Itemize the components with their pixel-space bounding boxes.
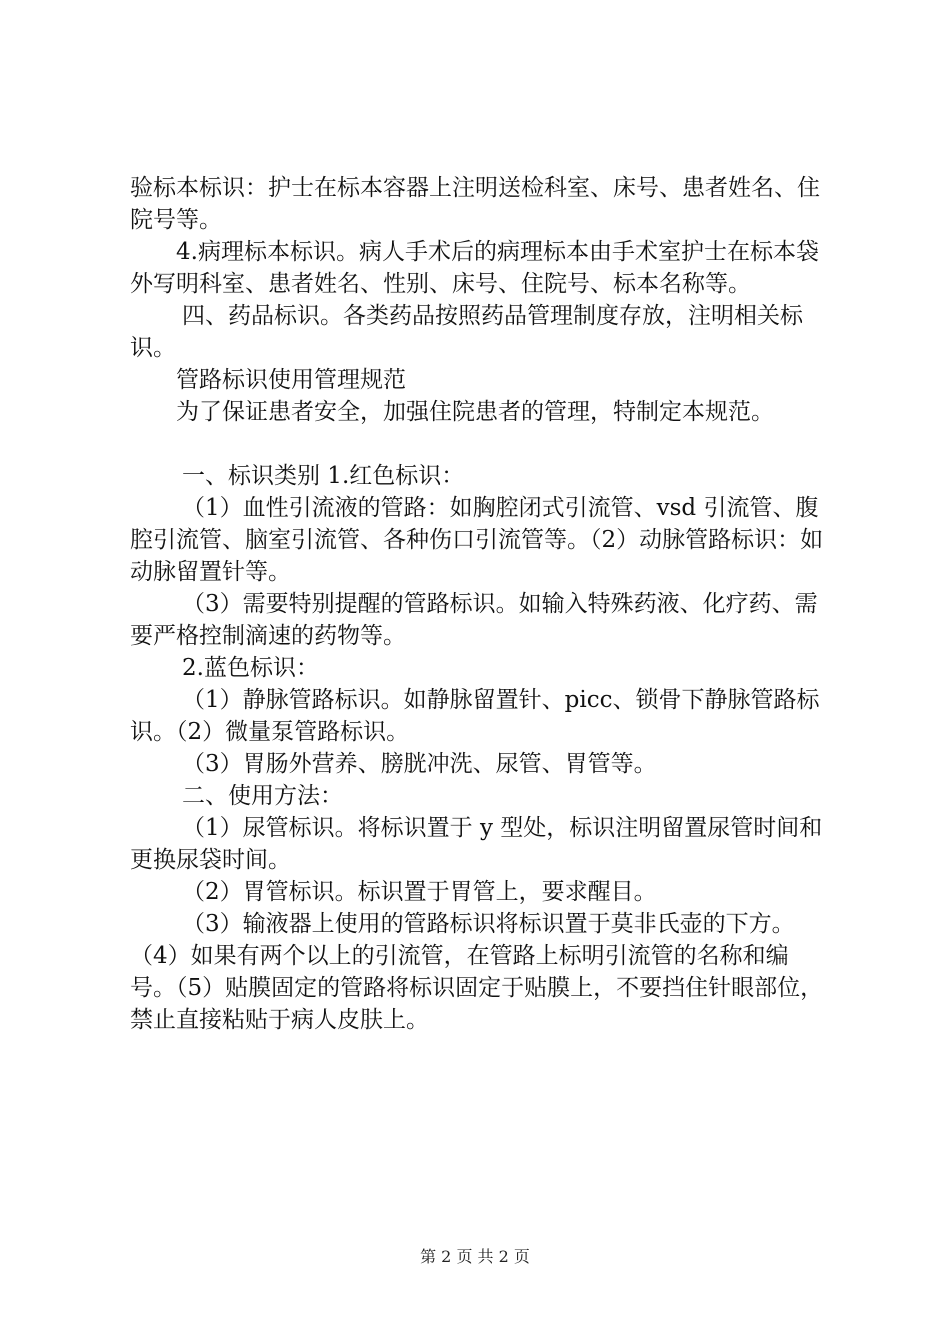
paragraph-blue-item-1: （1）静脉管路标识。如静脉留置针、picc、锁骨下静脉管路标识。（2）微量泵管路标识。 (130, 687, 820, 745)
paragraph-specimen-label: 验标本标识：护士在标本容器上注明送检科室、床号、患者姓名、住院号等。 (130, 175, 820, 233)
paragraph-blue-item-3: （3）胃肠外营养、膀胱冲洗、尿管、胃管等。 (182, 751, 657, 777)
paragraph-usage-3: （3）输液器上使用的管路标识将标识置于莫非氏壶的下方。（4）如果有两个以上的引流管，在管路上标明引流管的名称和编号。（5）贴膜固定的管路将标识固定于贴膜上，不要挡住针眼部位，禁止直接粘贴于病人皮肤上。 (130, 911, 824, 1033)
paragraph-drug-label: 四、药品标识。各类药品按照药品管理制度存放，注明相关标识。 (130, 303, 803, 361)
paragraph-purpose: 为了保证患者安全，加强住院患者的管理，特制定本规范。 (176, 399, 774, 425)
section-title: 管路标识使用管理规范 (176, 367, 406, 393)
paragraph-usage-1: （1）尿管标识。将标识置于 y 型处，标识注明留置尿管时间和更换尿袋时间。 (130, 815, 823, 873)
paragraph-red-item-3: （3）需要特别提醒的管路标识。如输入特殊药液、化疗药、需要严格控制滴速的药物等。 (130, 591, 818, 649)
document-body (130, 172, 832, 1036)
page-footer: 第 2 页 共 2 页 (420, 1247, 530, 1266)
paragraph-blue-label: 2.蓝色标识： (182, 655, 319, 681)
paragraph-usage-2: （2）胃管标识。标识置于胃管上，要求醒目。 (182, 879, 657, 905)
paragraph-usage-title: 二、使用方法： (182, 783, 343, 809)
paragraph-label-categories: 一、标识类别 1.红色标识： (182, 463, 465, 489)
paragraph-red-item-1: （1）血性引流液的管路：如胸腔闭式引流管、vsd 引流管、腹腔引流管、脑室引流管、各种伤口引流管等。（2）动脉管路标识：如动脉留置针等。 (130, 495, 824, 585)
paragraph-pathology-label: 4.病理标本标识。病人手术后的病理标本由手术室护士在标本袋外写明科室、患者姓名、性别、床号、住院号、标本名称等。 (130, 239, 819, 297)
paragraph-gap (130, 428, 832, 460)
